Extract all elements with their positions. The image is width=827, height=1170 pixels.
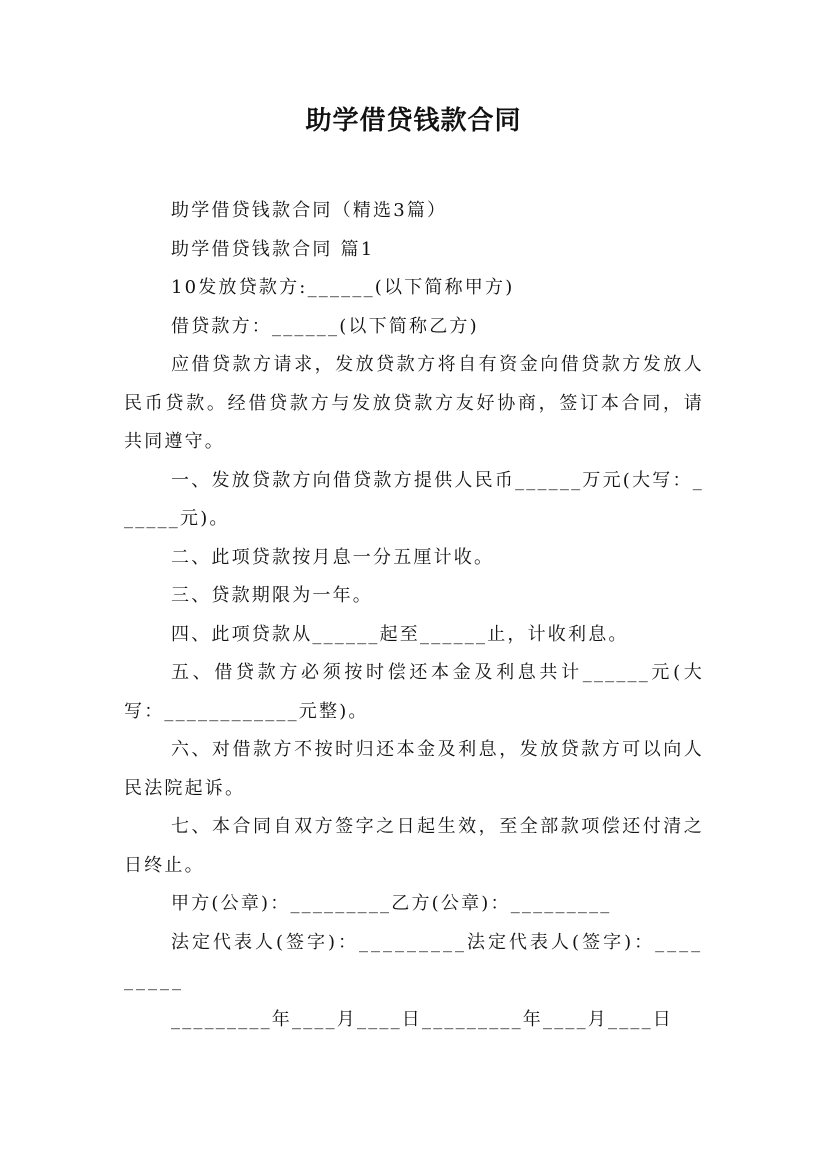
date-line: _________年____月____日_________年____月____日 xyxy=(171,1008,673,1030)
seal-line: 甲方(公章)：_________乙方(公章)：_________ xyxy=(171,893,612,914)
lender-line: 10发放贷款方:______(以下简称甲方) xyxy=(171,277,515,298)
preamble-paragraph: 应借贷款方请求，发放贷款方将自有资金向借贷款方发放人民币贷款。经借贷款方与发放贷款方友好协商，签订本合同，请共同遵守。 xyxy=(124,354,704,452)
document-body xyxy=(124,192,704,1039)
clause-4: 四、此项贷款从______起至______止，计收利息。 xyxy=(171,623,629,645)
section-heading: 助学借贷钱款合同 篇1 xyxy=(171,238,375,260)
borrower-line: 借贷款方：______(以下简称乙方) xyxy=(171,315,479,337)
clause-2: 二、此项贷款按月息一分五厘计收。 xyxy=(171,546,495,568)
document-title: 助学借贷钱款合同 xyxy=(305,106,522,136)
subtitle-paragraph: 助学借贷钱款合同（精选3篇） xyxy=(171,200,448,221)
clause-3: 三、贷款期限为一年。 xyxy=(171,585,373,606)
signature-line: 法定代表人(签字)：_________法定代表人(签字)：_________ xyxy=(124,931,704,991)
clause-1: 一、发放贷款方向借贷款方提供人民币______万元(大写：______元)。 xyxy=(124,469,704,529)
clause-7: 七、本合同自双方签字之日起生效，至全部款项偿还付清之日终止。 xyxy=(124,816,704,876)
clause-6: 六、对借款方不按时归还本金及利息，发放贷款方可以向人民法院起诉。 xyxy=(124,739,704,799)
clause-5: 五、借贷款方必须按时偿还本金及利息共计______元(大写：____________元整)。 xyxy=(124,662,704,722)
